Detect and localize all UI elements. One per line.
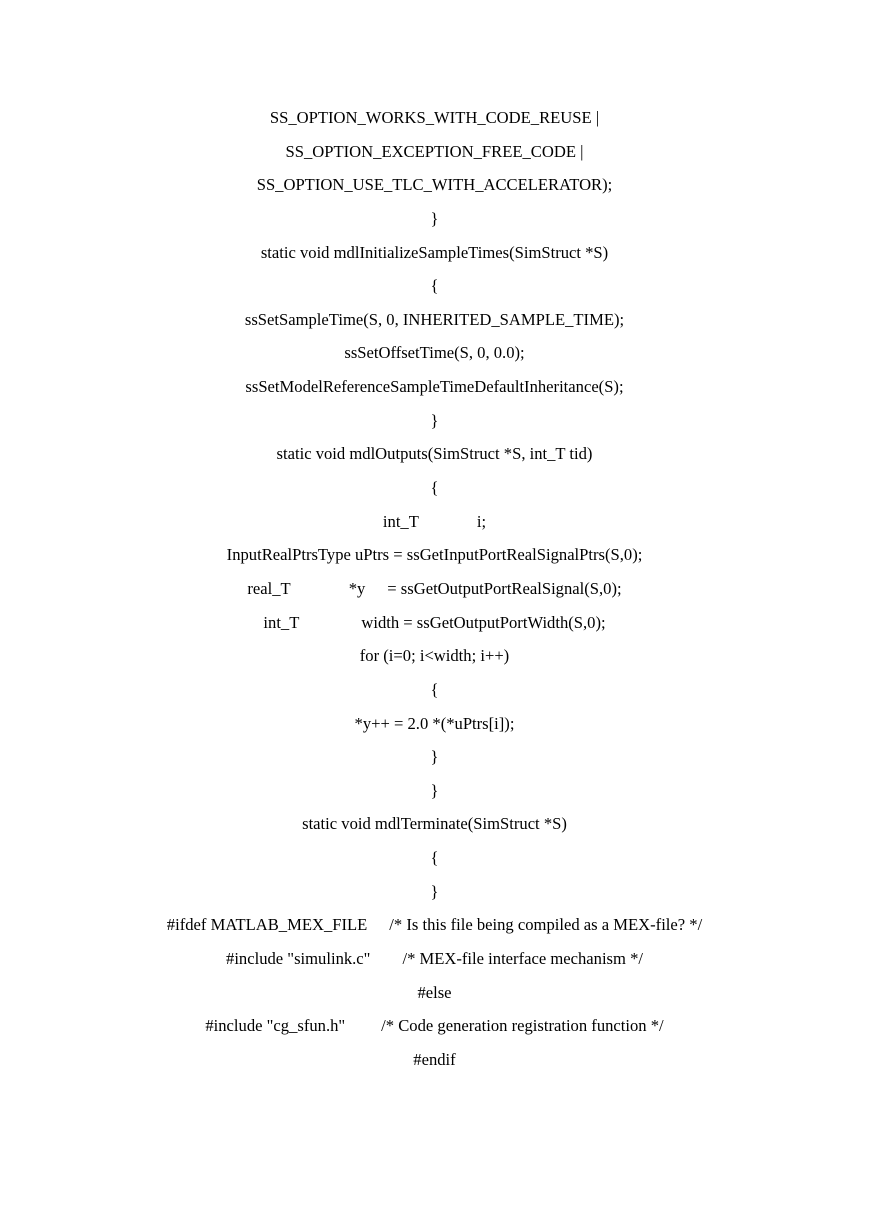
code-line: InputRealPtrsType uPtrs = ssGetInputPortRealSignalPtrs(S,0); xyxy=(226,545,643,565)
code-line xyxy=(0,505,869,539)
code-token: *y xyxy=(348,578,366,598)
code-token: i; xyxy=(476,511,487,531)
code-token: width = ssGetOutputPortWidth(S,0); xyxy=(361,612,606,632)
code-line: { xyxy=(430,276,439,296)
code-line xyxy=(0,606,869,640)
code-line: { xyxy=(430,679,439,699)
code-token: #ifdef MATLAB_MEX_FILE xyxy=(166,915,368,935)
code-line: SS_OPTION_EXCEPTION_FREE_CODE | xyxy=(285,141,584,161)
code-token: #include "cg_sfun.h" xyxy=(205,1016,346,1036)
code-token: = ssGetOutputPortRealSignal(S,0); xyxy=(387,578,622,598)
code-line: static void mdlOutputs(SimStruct *S, int_T tid) xyxy=(276,444,593,464)
code-line: SS_OPTION_WORKS_WITH_CODE_REUSE | xyxy=(269,108,600,127)
code-token: real_T xyxy=(247,578,291,598)
code-line: ssSetOffsetTime(S, 0, 0.0); xyxy=(344,343,525,363)
code-line: { xyxy=(430,848,439,868)
code-line: { xyxy=(430,478,439,498)
code-line: #else xyxy=(417,982,452,1002)
code-comment: /* Code generation registration function */ xyxy=(381,1016,664,1036)
code-line: ssSetSampleTime(S, 0, INHERITED_SAMPLE_TIME); xyxy=(244,309,625,329)
code-comment: /* Is this file being compiled as a MEX-file? */ xyxy=(389,915,703,935)
code-line: static void mdlInitializeSampleTimes(SimStruct *S) xyxy=(260,242,609,262)
code-line: } xyxy=(430,208,439,228)
code-line: } xyxy=(430,780,439,800)
code-line: SS_OPTION_USE_TLC_WITH_ACCELERATOR); xyxy=(256,175,613,195)
code-line: static void mdlTerminate(SimStruct *S) xyxy=(302,814,567,834)
code-line xyxy=(0,1009,869,1043)
code-comment: /* MEX-file interface mechanism */ xyxy=(402,949,643,969)
code-line: ssSetModelReferenceSampleTimeDefaultInheritance(S); xyxy=(245,377,624,397)
code-listing xyxy=(0,101,869,1077)
code-line xyxy=(0,908,869,942)
code-line xyxy=(0,942,869,976)
code-token: int_T xyxy=(382,511,419,531)
code-line: } xyxy=(430,747,439,767)
code-token: #include "simulink.c" xyxy=(226,949,371,969)
code-line: #endif xyxy=(413,1049,456,1069)
code-line: } xyxy=(430,410,439,430)
code-line xyxy=(0,572,869,606)
code-token: int_T xyxy=(263,612,300,632)
code-line: } xyxy=(430,881,439,901)
code-line: *y++ = 2.0 *(*uPtrs[i]); xyxy=(354,713,515,733)
code-line: for (i=0; i<width; i++) xyxy=(359,646,510,666)
